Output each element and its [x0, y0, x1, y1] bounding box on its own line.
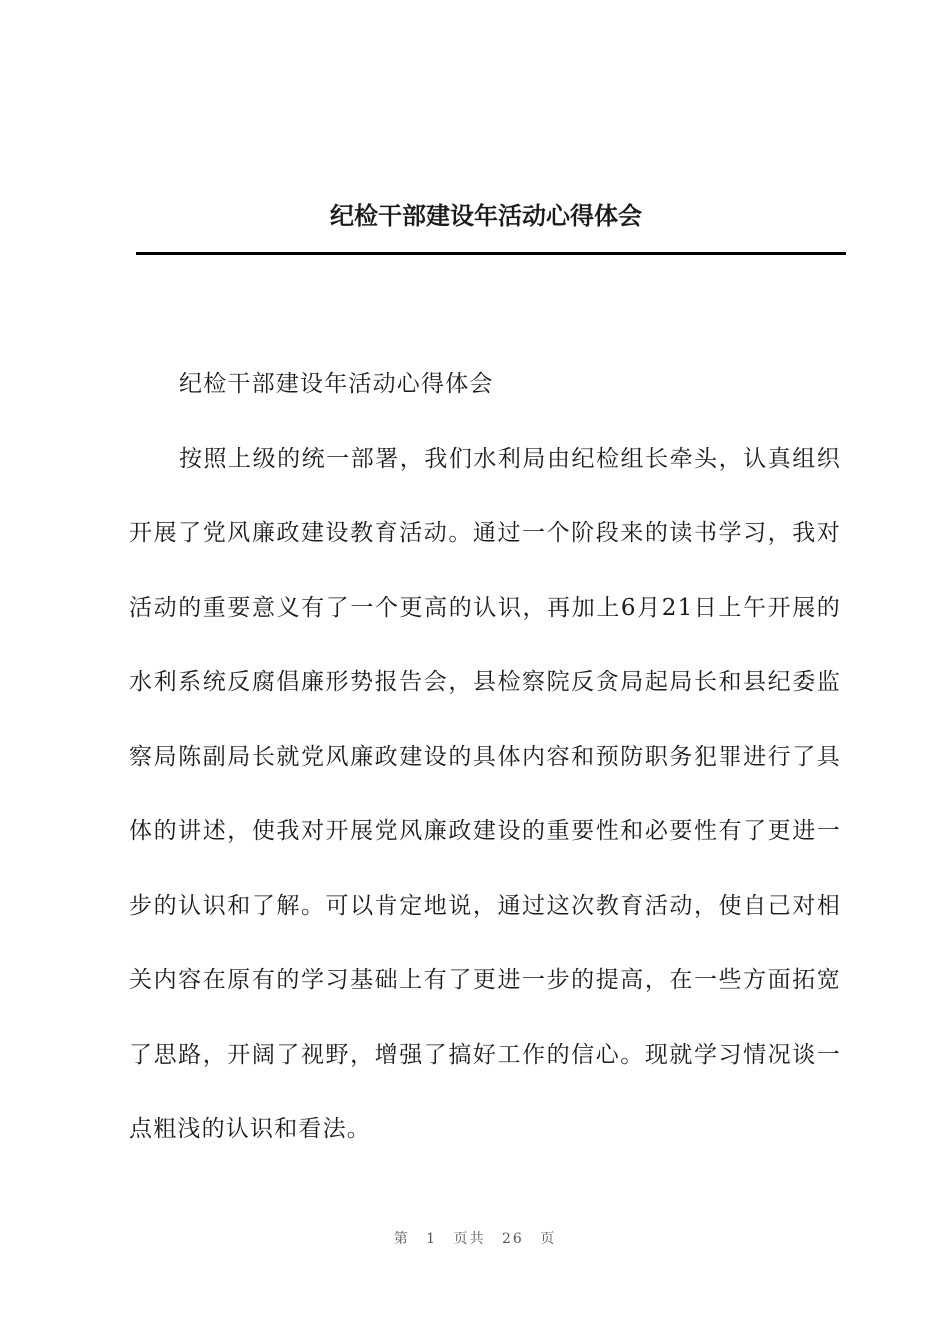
footer-total-pages: 26 [502, 1231, 524, 1247]
footer-current-page: 1 [426, 1231, 438, 1247]
document-body [129, 347, 841, 1167]
footer-suffix: 页 [540, 1231, 557, 1247]
document-title: 纪检干部建设年活动心得体会 [330, 202, 642, 230]
body-paragraph-heading: 纪检干部建设年活动心得体会 [179, 371, 494, 397]
footer-mid: 页共 [453, 1231, 486, 1247]
body-paragraph: 按照上级的统一部署，我们水利局由纪检组长牵头，认真组织开展了党风廉政建设教育活动。通过一个阶段来的读书学习，我对活动的重要意义有了一个更高的认识，再加上6月21日上午开展的水利系统反腐倡廉形势报告会，县检察院反贪局起局长和县纪委监察局陈副局长就党风廉政建设的具体内容和预防职务犯罪进行了具体的讲述，使我对开展党风廉政建设的重要性和必要性有了更进一步的认识和了解。可以肯定地说，通过这次教育活动，使自己对相关内容在原有的学习基础上有了更进一步的提高，在一些方面拓宽了思路，开阔了视野，增强了搞好工作的信心。现就学习情况谈一点粗浅的认识和看法。 [129, 445, 841, 1142]
page-footer [0, 1228, 950, 1248]
footer-prefix: 第 [393, 1231, 410, 1247]
title-underline-rule [136, 252, 846, 255]
